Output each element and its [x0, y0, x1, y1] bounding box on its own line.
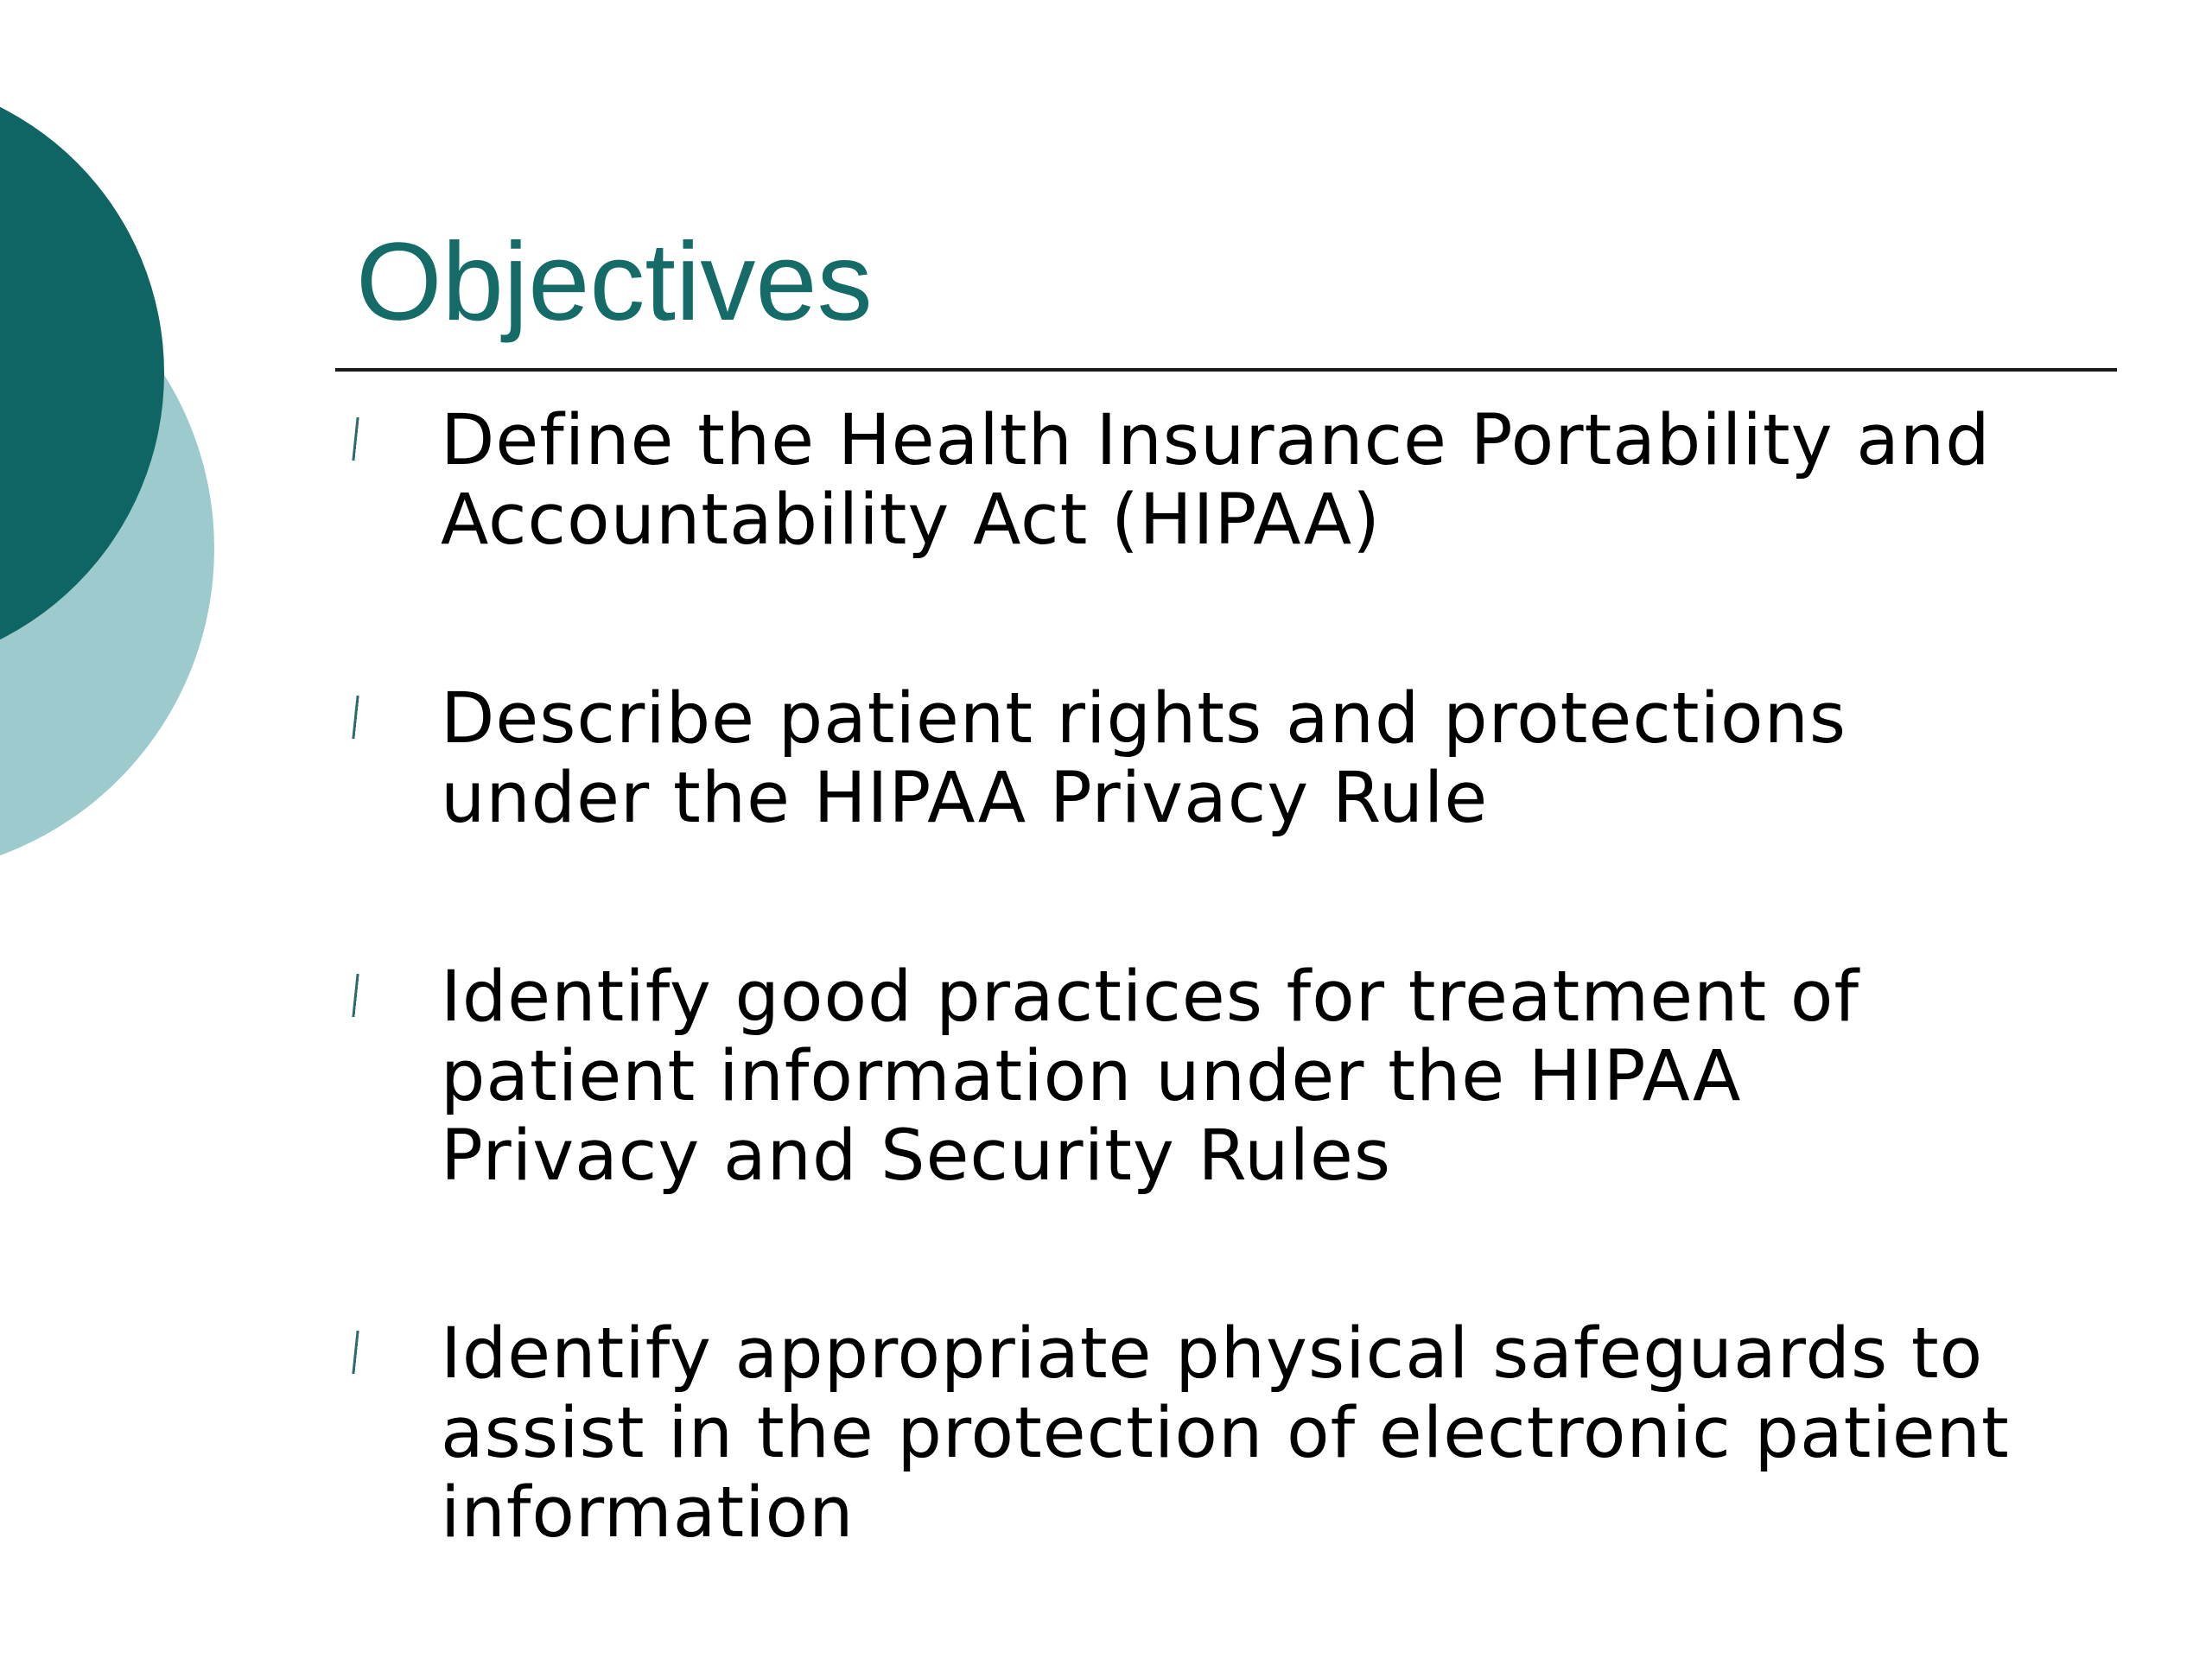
bullet-text: Identify appropriate physical safeguards to assist in the protection of electronic patient information [441, 1313, 2010, 1554]
title-divider [335, 368, 2117, 372]
bullet-text: Identify good practices for treatment of patient information under the HIPAA Privacy and Security Rules [441, 957, 1859, 1197]
bullet-marker-icon [352, 1331, 361, 1374]
bullet-marker-icon [352, 696, 361, 739]
bullet-text: Define the Health Insurance Portability and Accountability Act (HIPAA) [441, 400, 1991, 561]
bullet-text: Describe patient rights and protections under the HIPAA Privacy Rule [441, 678, 1847, 839]
slide-title: Objectives [356, 220, 873, 344]
bullet-marker-icon [352, 417, 361, 461]
bullet-marker-icon [352, 974, 361, 1017]
decorative-circles [0, 0, 225, 881]
